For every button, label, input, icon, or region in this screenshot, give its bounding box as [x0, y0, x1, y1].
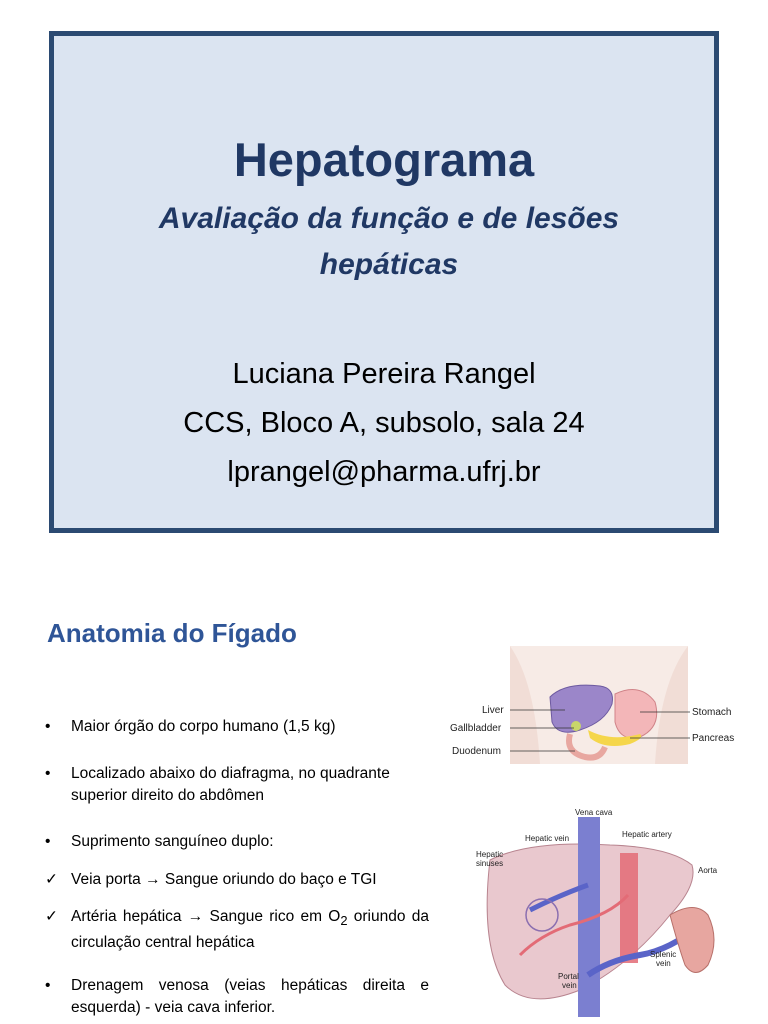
aorta-shape	[620, 853, 638, 963]
author-location: CCS, Bloco A, subsolo, sala 24	[183, 407, 585, 439]
bullet-text-part: oriundo da circulação central hepática	[71, 908, 429, 952]
bullet-text: Drenagem venosa (veias hepáticas direita e esquerda) - veia cava inferior.	[71, 977, 429, 1016]
bullet-text: Maior órgão do corpo humano (1,5 kg)	[71, 718, 336, 735]
label-aorta: Aorta	[698, 866, 718, 875]
bullet-text: Veia porta → Sangue oriundo do baço e TGI	[71, 871, 377, 888]
bullet-subscript: 2	[340, 913, 348, 929]
abdomen-figure	[440, 642, 760, 767]
bullet-text: Localizado abaixo do diafragma, no quadrante superior direito do abdômen	[71, 765, 390, 804]
bullet-text: Suprimento sanguíneo duplo:	[71, 833, 274, 850]
label-gallbladder: Gallbladder	[450, 723, 502, 734]
slide-heading: Anatomia do Fígado	[47, 618, 297, 648]
label-hepatic-sinuses-1: Hepatic	[476, 850, 504, 859]
label-liver: Liver	[482, 705, 504, 716]
label-duodenum: Duodenum	[452, 746, 501, 757]
label-vena-cava: Vena cava	[575, 808, 613, 817]
slide-title: Hepatograma	[233, 133, 535, 186]
hepatic-circulation-figure	[470, 805, 750, 1024]
spleen-shape	[670, 908, 714, 973]
subtitle-line-1: Avaliação da função e de lesões	[158, 202, 620, 235]
subtitle-line-2: hepáticas	[319, 248, 459, 281]
bullet-text	[71, 906, 429, 954]
label-hepatic-vein: Hepatic vein	[525, 834, 570, 843]
label-hepatic-sinuses-2: sinuses	[476, 859, 504, 868]
slide-subtitle	[94, 196, 684, 288]
bullet-marker: •	[45, 977, 51, 994]
bullet-marker: •	[45, 833, 51, 850]
label-splenic-vein-2: vein	[656, 959, 671, 968]
label-portal-vein-2: vein	[562, 981, 577, 990]
gallbladder-shape	[571, 721, 581, 731]
title-box	[49, 31, 719, 533]
label-stomach: Stomach	[692, 707, 732, 718]
bullet-text-part: Artéria hepática → Sangue rico em O	[71, 908, 341, 925]
check-icon: ✓	[45, 871, 58, 888]
label-splenic-vein-1: Splenic	[650, 950, 677, 959]
anatomy-slide	[0, 580, 768, 1024]
check-icon: ✓	[45, 908, 58, 925]
author-email: lprangel@pharma.ufrj.br	[227, 456, 541, 488]
bullet-marker: •	[45, 765, 51, 782]
label-pancreas: Pancreas	[692, 733, 735, 744]
label-portal-vein-1: Portal	[558, 972, 579, 981]
bullet-marker: •	[45, 718, 51, 735]
label-hepatic-artery: Hepatic artery	[622, 830, 672, 839]
author-name: Luciana Pereira Rangel	[232, 358, 536, 390]
